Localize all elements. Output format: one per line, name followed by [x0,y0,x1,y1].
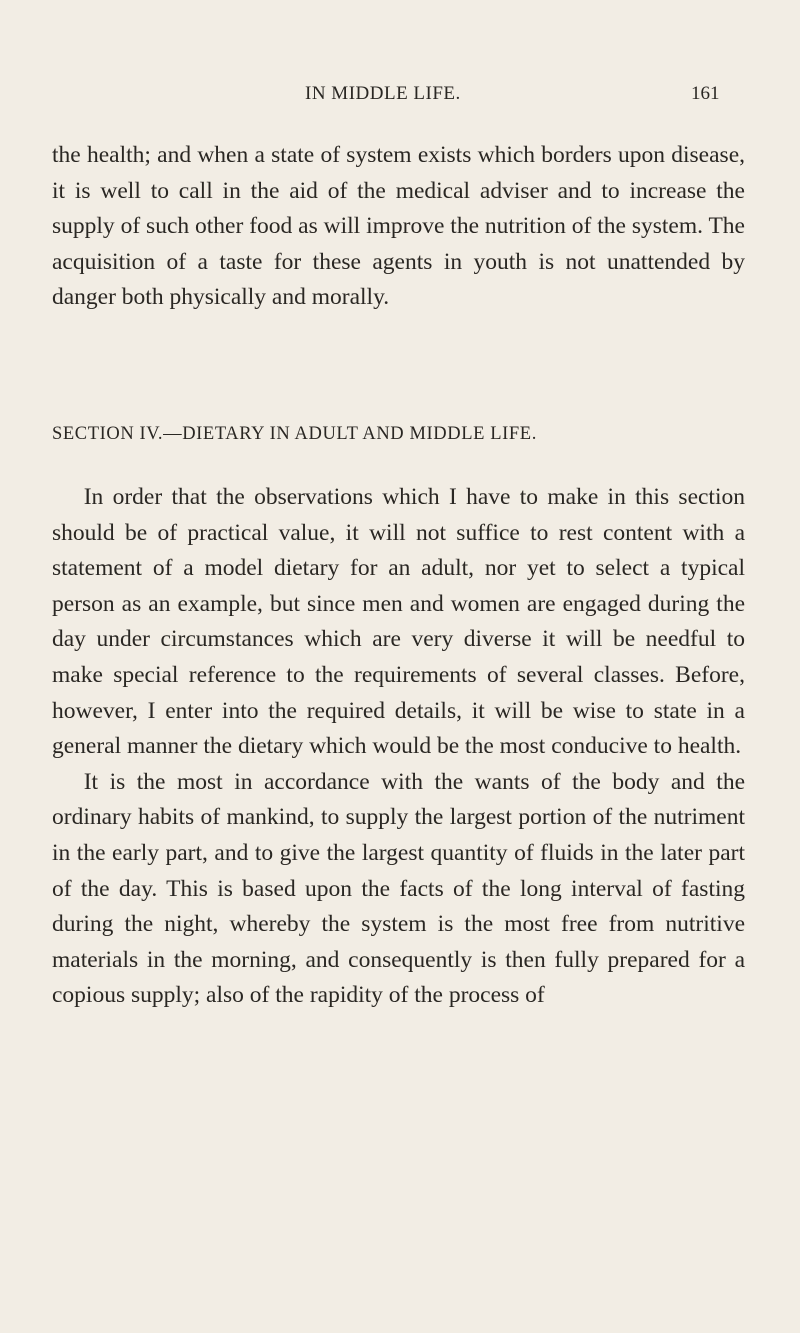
section-heading: SECTION IV.—DIETARY IN ADULT AND MIDDLE LIFE. [52,424,537,444]
paragraph: In order that the observations which I have to make in this section should be of practical value, it will not suffice to rest content with a statement of a model dietary for an adult, nor yet to select a typical person as an example, but since men and women are engaged during the day under circumstances which are very diverse it will be needful to make special reference to the requirements of several classes. Before, however, I enter into the required details, it will be wise to state in a general manner the dietary which would be the most conducive to health. [52,484,745,760]
running-title: IN MIDDLE LIFE. [305,83,461,104]
paragraph-continued: the health; and when a state of system exists which borders upon disease, it is well to call in the aid of the medical adviser and to increase the supply of such other food as will improve the nutrition of the system. The acquisition of a taste for these agents in youth is not unattended by danger both physically and morally. [52,142,745,311]
paragraph: It is the most in accordance with the wants of the body and the ordinary habits of mankind, to supply the largest portion of the nutriment in the early part, and to give the largest quantity of fluids in the later part of the day. This is based upon the facts of the long interval of fasting during the night, whereby the system is the most free from nutritive materials in the morning, and consequently is then fully prepared for a copious supply; also of the rapidity of the process of [52,768,745,1009]
text-block-continued [52,138,745,316]
running-head [0,83,800,113]
text-block-section [52,480,745,1014]
page-number: 161 [691,83,720,104]
